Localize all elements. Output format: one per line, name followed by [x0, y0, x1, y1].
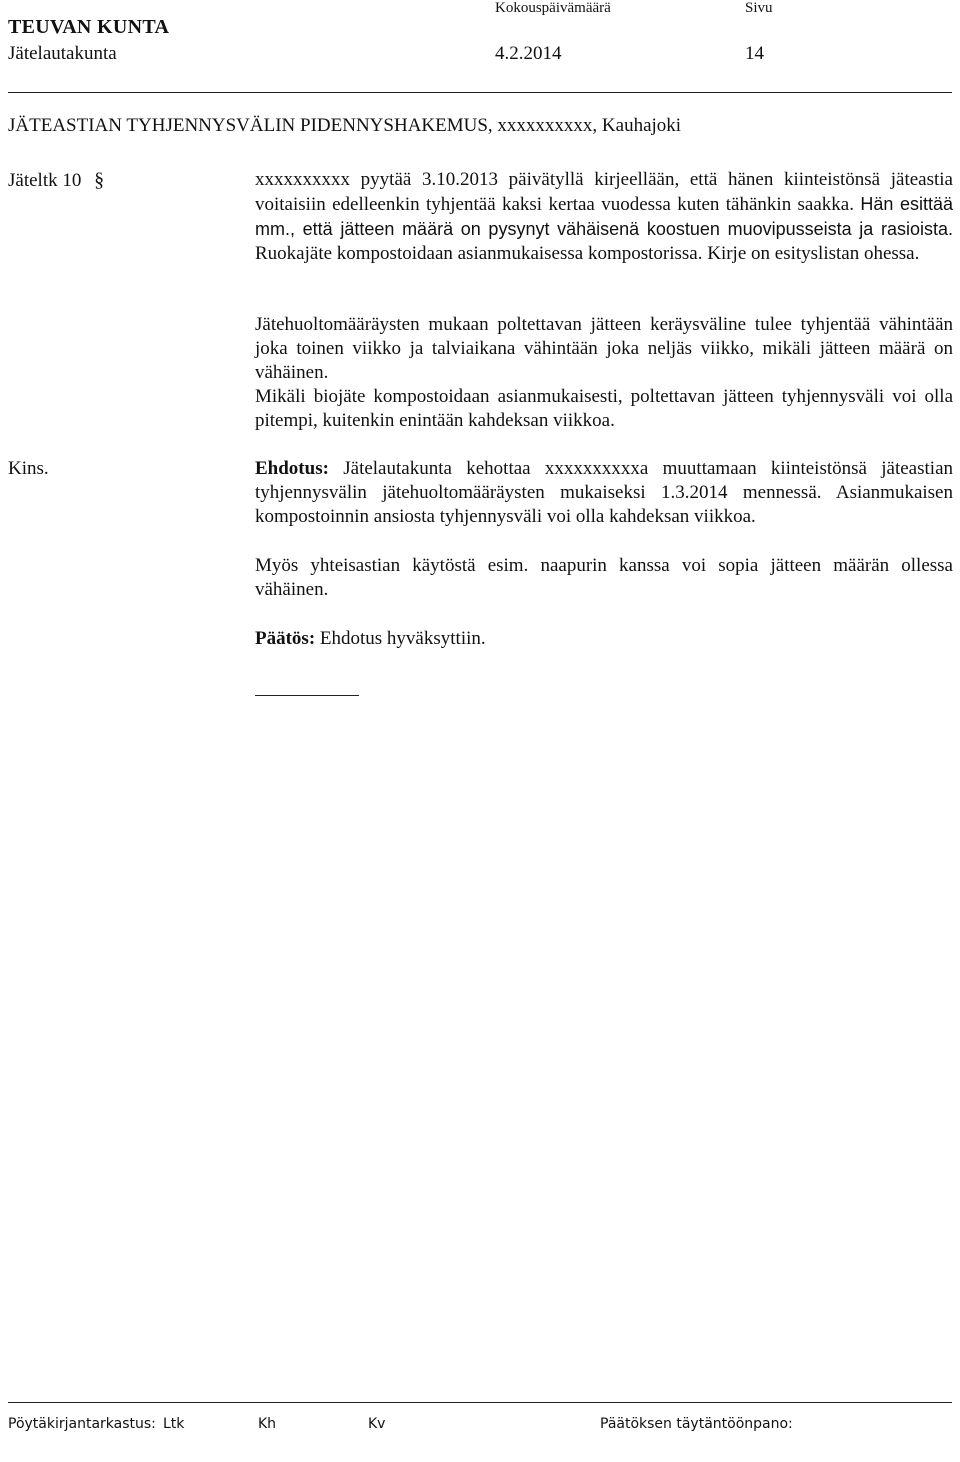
paragraph-request: [255, 168, 953, 266]
composting-text: Mikäli biojäte kompostoidaan asianmukaisesti, poltettavan jätteen tyhjennysväli voi olla pitempi, kuitenkin enintään kahdeksan viikkoa.: [255, 386, 953, 431]
header-rule: [8, 92, 952, 93]
minutes-check-label: Pöytäkirjantarkastus:: [8, 1416, 156, 1432]
meeting-date-label: Kokouspäivämäärä: [495, 0, 611, 16]
section-title: JÄTEASTIAN TYHJENNYSVÄLIN PIDENNYSHAKEMUS, xxxxxxxxxx, Kauhajoki: [8, 115, 682, 136]
page-label: Sivu: [745, 0, 773, 16]
committee-name: Jätelautakunta: [8, 43, 117, 64]
request-text-c: , että jätteen määrä on pysynyt vähäisenä koostuen muovipusseista ja rasioista.: [290, 219, 953, 239]
paragraph-proposal: [255, 457, 953, 529]
decision-label: Päätös:: [255, 628, 316, 649]
meeting-date: 4.2.2014: [495, 43, 562, 64]
proposer-label: Kins.: [8, 458, 49, 479]
initials-ltk: Ltk: [163, 1416, 185, 1432]
section-mark: §: [94, 169, 105, 191]
initials-kh: Kh: [258, 1416, 277, 1432]
regulation-text: Jätehuoltomääräysten mukaan poltettavan jätteen keräysväline tulee tyhjentää vähintään joka toinen viikko ja talviaikana vähintään joka neljäs viikko, mikäli jätteen määrä on vähäinen.: [255, 314, 953, 383]
paragraph-decision: [255, 627, 953, 651]
proposal-label: Ehdotus:: [255, 458, 329, 479]
section-reference: [8, 168, 104, 193]
execution-label: Päätöksen täytäntöönpano:: [600, 1416, 793, 1432]
signature-line: [255, 695, 359, 696]
paragraph-shared-container: [255, 554, 953, 602]
reference-label: Jäteltk 10: [8, 170, 82, 191]
initials-kv: Kv: [368, 1416, 386, 1432]
proposal-text: Jätelautakunta kehottaa xxxxxxxxxxa muuttamaan kiinteistönsä jäteastian tyhjennysvälin jätehuoltomääräysten mukaiseksi 1.3.2014 mennessä. Asianmukaisen kompostoinnin ansiosta tyhjennysväli voi olla kahdeksan viikkoa.: [255, 458, 953, 527]
shared-container-text: Myös yhteisastian käytöstä esim. naapurin kanssa voi sopia jätteen määrän ollessa vähäinen.: [255, 555, 953, 600]
footer-rule: [8, 1402, 952, 1403]
request-text-a: xxxxxxxxxx pyytää 3.10.2013 päivätyllä kirjeellään, että hänen kiinteistönsä jäteastia voitaisiin edelleenkin tyhjentää kaksi kertaa vuodessa kuten tähänkin saakka.: [255, 169, 953, 215]
organization-name: TEUVAN KUNTA: [8, 16, 170, 38]
paragraph-regulations: [255, 313, 953, 433]
page-number: 14: [745, 43, 764, 64]
request-text-b: Hän esittää mm.: [255, 194, 953, 239]
decision-text: Ehdotus hyväksyttiin.: [315, 628, 486, 649]
request-text-d: Ruokajäte kompostoidaan asianmukaisessa kompostorissa. Kirje on esityslistan ohessa.: [255, 243, 920, 264]
